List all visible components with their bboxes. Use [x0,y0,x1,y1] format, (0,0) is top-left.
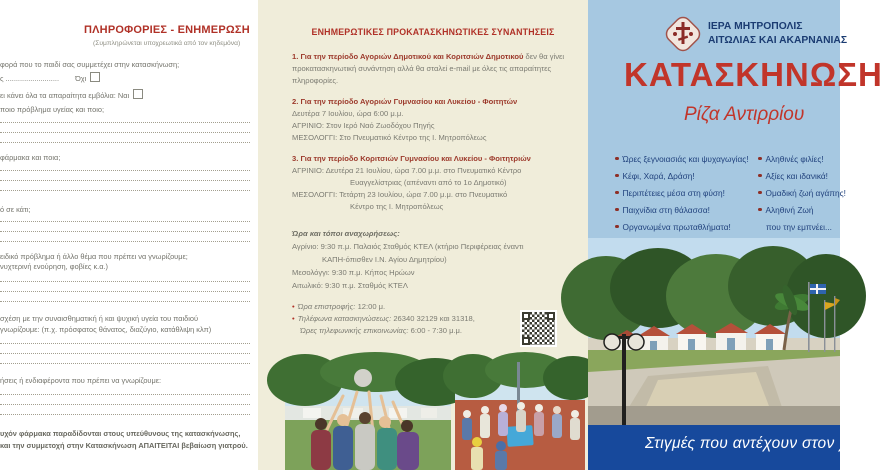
form-title: ΠΛΗΡΟΦΟΡΙΕΣ - ΕΝΗΜΕΡΩΣΗ [84,24,250,36]
highlight-item: Κέφι, Χαρά, Δράση! [615,168,749,185]
dotted-line [0,353,250,354]
form-question [0,72,252,83]
form-question-hint: γνωρίζουμε: (π.χ. πρόσφατος θάνατος, διαζύγιο, κατάθλιψη κλπ) [0,325,212,334]
dotted-line [0,221,250,222]
kids-ball-photo [285,362,451,470]
meetings-panel [258,0,588,470]
return-time-line: • Ώρα επιστροφής: 12:00 μ. [292,302,386,311]
tagline: Στιγμές που αντέχουν στον χρόνο [645,435,883,452]
highlight-item-continuation: που την εμπνέει... [766,222,832,232]
highlights-column-left [615,151,749,236]
form-notice: και την συμμετοχή στην Κατασκήνωση ΑΠΑΙΤΕΙΤΑΙ βεβαίωση γιατρού. [0,441,248,450]
camp-location: Ρίζα Αντιρρίου [684,104,805,125]
camp-title: ΚΑΤΑΣΚΗΝΩΣΗ [624,56,883,93]
form-subtitle: (Συμπληρώνεται υποχρεωτικά από τον κηδεμόνα) [93,40,241,47]
form-answer-fragment: ς .......................... [0,74,60,83]
form-question: ήσεις ή ενδιαφέροντα που πρέπει να γνωρίζουμε: [0,376,162,385]
dotted-line [0,291,250,292]
dotted-line [0,231,250,232]
organization-name: ΙΕΡΑ ΜΗΤΡΟΠΟΛΙΣ ΑΙΤΩΛΙΑΣ ΚΑΙ ΑΚΑΡΝΑΝΙΑΣ [708,21,848,46]
phone-hours-line: Ώρες τηλεφωνικής επικοινωνίας: 6:00 - 7:30 μ.μ. [300,326,463,335]
form-question-hint: νυχτερινή ενούρηση, φοβίες κ.α.) [0,262,109,271]
dotted-line [0,142,250,143]
departure-info: Ώρα και τόποι αναχωρήσεως: Αγρίνιο: 9:30 π.μ. Παλαιός Σταθμός ΚΤΕΛ (κτήριο Περιφέρειας έναντι ΚΑΠΗ-όπισθεν Ι.Ν. Αγίου Δημητρίου) Μεσολόγγι: 9:30 π.μ. Κήπος Ηρώων Αιτωλικό: 9:30 π.μ. Σταθμός ΚΤΕΛ [292,227,574,292]
dotted-line [0,180,250,181]
cover-panel [588,0,883,470]
dotted-line [0,132,250,133]
meeting-item-2: 2. Για την περίοδο Αγοριών Γυμνασίου και Λυκείου - Φοιτητών Δευτέρα 7 Ιουλίου, ώρα 6:00 μ.μ. ΑΓΡΙΝΙΟ: Στον Ιερό Ναό Ζωοδόχου Πηγής ΜΕΣΟΛΟΓΓΙ: Στο Πνευματικό Κέντρο της Ι. Μητροπόλεως [292,97,518,142]
form-notice: υχόν φάρμακα παραδίδονται στους υπεύθυνους της κατασκήνωσης, [0,429,241,438]
form-question: ει κάνει όλα τα απαραίτητα εμβόλια: Ναι [0,89,252,100]
highlight-item: Οργανωμένα πρωταθλήματα! [615,219,749,236]
form-question: ποιο πρόβλημα υγείας και ποιο; [0,105,105,114]
camp-grounds-photo [588,238,840,425]
phones-line: • Τηλέφωνα κατασκηνώσεως: 26340 32129 και 31318, [292,314,475,323]
highlight-item: Αξίες και ιδανικά! [758,168,846,185]
dotted-line [0,170,250,171]
checkbox [133,89,143,99]
departure-title: Ώρα και τόποι αναχωρήσεως: [292,229,400,238]
form-panel [0,0,258,470]
highlights-column-right [758,151,846,236]
qr-code-icon [520,310,557,347]
highlight-item: Περιπέτειες μέσα στη φύση! [615,185,749,202]
meeting-item-3: 3. Για την περίοδο Κοριτσιών Γυμνασίου και Λυκείου - Φοιτητριών ΑΓΡΙΝΙΟ: Δευτέρα 21 Ιουλίου, ώρα 7.00 μ.μ. στο Πνευματικό Κέντρο Ευαγγελίστριας (απέναντι από το 1ο Δημοτικό) ΜΕΣΟΛΟΓΓΙ: Τετάρτη 23 Ιουλίου, ώρα 7.00 μ.μ. στο Πνευματικό Κέντρο της Ι. Μητροπόλεως [292,154,531,211]
tagline-bar [588,425,883,470]
highlight-item: Αληθινές φιλίες! [758,151,846,168]
highlight-item: Αληθινή Ζωή [758,202,846,219]
form-question: σχέση με την συναισθηματική ή και ψυχική υγεία του παιδιού [0,314,199,323]
highlight-item: Ώρες ξεγνοιασιάς και ψυχαγωγίας! [615,151,749,168]
form-question: ειδικό πρόβλημα ή άλλο θέμα που πρέπει να γνωρίζουμε; [0,252,188,261]
dotted-line [0,343,250,344]
dotted-line [0,190,250,191]
form-question: φάρμακα και ποια; [0,153,61,162]
dotted-line [0,301,250,302]
dotted-line [0,394,250,395]
dotted-line [0,281,250,282]
dotted-line [0,414,250,415]
dotted-line [0,404,250,405]
dotted-line [0,241,250,242]
kids-circle-photo [455,362,585,470]
meetings-title: ΕΝΗΜΕΡΩΤΙΚΕΣ ΠΡΟΚΑΤΑΣΚΗΝΩΤΙΚΕΣ ΣΥΝΑΝΤΗΣΕΙΣ [311,27,555,37]
highlight-item: Ομαδική ζωή αγάπης! [758,185,846,202]
no-label: Όχι [75,74,87,83]
meeting-item-1: 1. Για την περίοδο Αγοριών Δημοτικού και Κοριτσιών Δημοτικού δεν θα γίνει προκατασκηνωτική συνάντηση αλλά θα σταλεί e-mail με όλες τις απαραίτητες πληροφορίες. [292,52,565,85]
form-question: φορά που το παιδί σας συμμετέχει στην κατασκήνωση; [0,60,180,69]
dotted-line [0,122,250,123]
checkbox [90,72,100,82]
metropolis-emblem-icon [662,13,704,55]
highlight-item: Παιχνίδια στη θάλασσα! [615,202,749,219]
dotted-line [0,363,250,364]
form-question: ό σε κάτι; [0,205,31,214]
